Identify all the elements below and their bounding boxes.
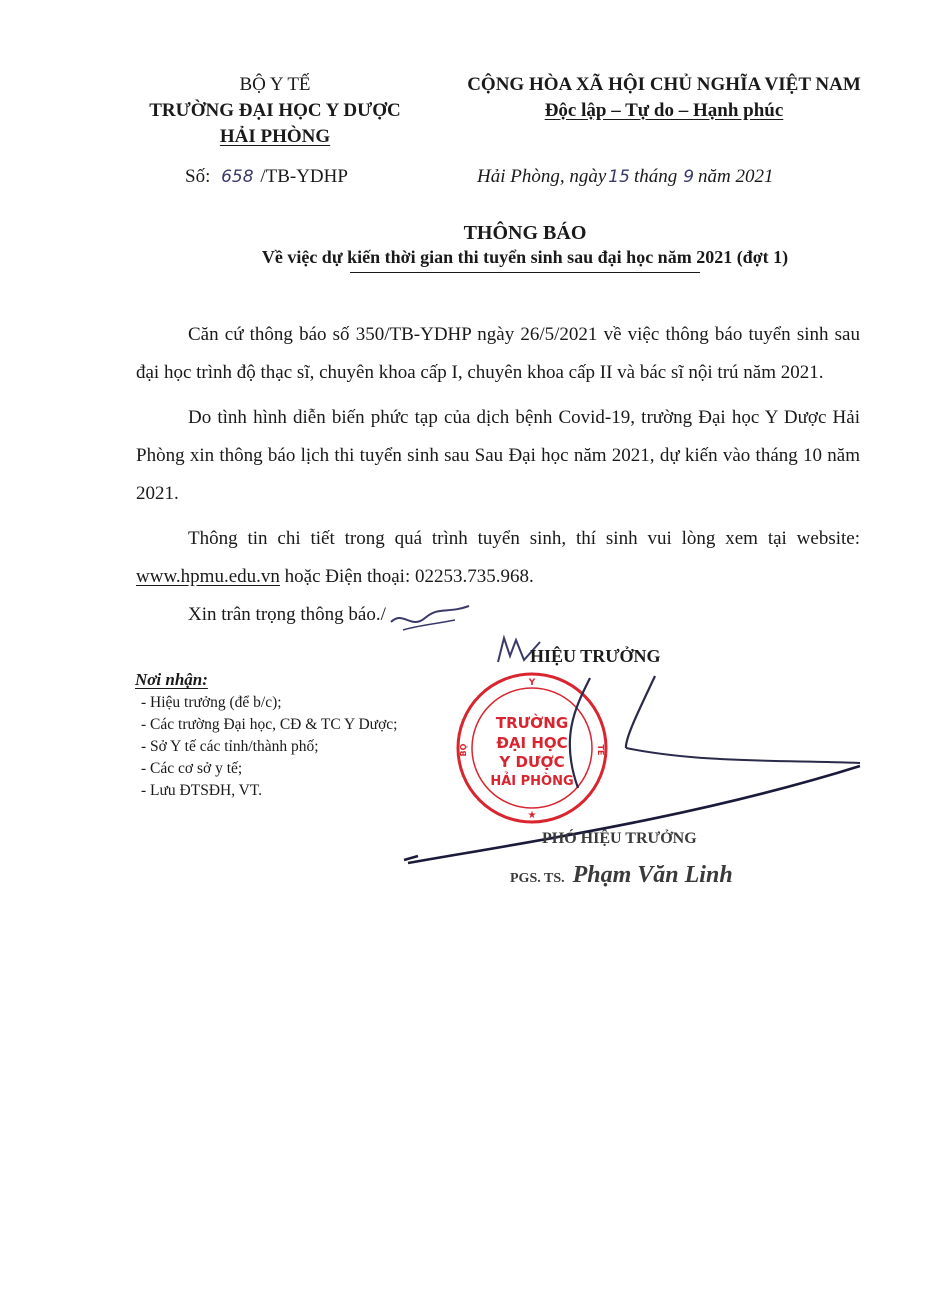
date-day: 15	[608, 167, 630, 187]
issuer-block	[110, 72, 440, 150]
motto-wrap	[440, 98, 888, 124]
school-name-line2-wrap	[110, 124, 440, 150]
signer-title-prefix: PGS. TS.	[510, 871, 565, 886]
contact-text: Thông tin chi tiết trong quá trình tuyển sinh, thí sinh vui lòng xem tại website:	[188, 528, 860, 549]
body-text	[136, 316, 860, 634]
seal-line-4: HẢI PHÒNG	[490, 774, 574, 789]
recipient-item: - Sở Y tế các tỉnh/thành phố;	[141, 738, 319, 755]
document-number	[185, 166, 348, 188]
school-name: TRƯỜNG ĐẠI HỌC Y DƯỢC	[149, 100, 401, 121]
signer-name-block	[510, 862, 733, 889]
deputy-role: PHÓ HIỆU TRƯỞNG	[542, 830, 697, 847]
national-heading	[440, 72, 888, 124]
recipient-item: - Hiệu trưởng (để b/c);	[141, 694, 282, 711]
issue-date	[477, 166, 774, 188]
closing-line: Xin trân trọng thông báo./	[188, 604, 386, 625]
seal-ring-left: BỘ	[459, 743, 468, 757]
seal-ring-right: TẾ	[596, 744, 605, 756]
ministry-name: BỘ Y TẾ	[239, 74, 311, 95]
recipients-heading: Nơi nhận:	[135, 670, 208, 689]
recipient-item: - Các trường Đại học, CĐ & TC Y Dược;	[141, 716, 398, 733]
seal-ring-top: Y	[528, 678, 536, 688]
recipient-item: - Lưu ĐTSĐH, VT.	[141, 782, 263, 799]
number-suffix: /TB-YDHP	[260, 166, 348, 187]
paragraph-schedule: Do tình hình diễn biến phức tạp của dịch bệnh Covid-19, trường Đại học Y Dược Hải Phòng xin thông báo lịch thi tuyển sinh sau Sau Đại học năm 2021, dự kiến vào tháng 10 năm 2021.	[136, 407, 860, 504]
phone-text: hoặc Điện thoại: 02253.735.968.	[284, 566, 534, 587]
document-subject: Về việc dự kiến thời gian thi tuyển sinh sau đại học năm 2021 (đợt 1)	[261, 247, 789, 267]
date-month-label: tháng	[633, 166, 678, 187]
date-month: 9	[683, 167, 695, 187]
number-prefix: Số:	[185, 166, 211, 187]
signer-name: Phạm Văn Linh	[572, 862, 733, 888]
seal-line-1: TRƯỜNG	[495, 714, 569, 732]
initial-mark-icon	[385, 600, 475, 640]
seal-line-3: Y DƯỢC	[499, 753, 565, 771]
signer-role: HIỆU TRƯỞNG	[530, 646, 661, 666]
nation-name: CỘNG HÒA XÃ HỘI CHỦ NGHĨA VIỆT NAM	[467, 74, 861, 95]
number-handwritten: 658	[221, 167, 254, 187]
paragraph-contact	[136, 520, 860, 596]
date-year-label: năm 2021	[698, 166, 774, 187]
recipient-item: - Các cơ sở y tế;	[141, 760, 243, 777]
date-prefix: Hải Phòng, ngày	[477, 166, 607, 187]
motto: Độc lập – Tự do – Hạnh phúc	[544, 100, 784, 121]
seal-line-2: ĐẠI HỌC	[496, 734, 568, 752]
seal-star-icon: ★	[527, 810, 537, 821]
subject-underline	[350, 272, 700, 273]
website-link[interactable]: www.hpmu.edu.vn	[136, 566, 280, 587]
school-name-line2: HẢI PHÒNG	[219, 126, 331, 147]
paragraph-basis: Căn cứ thông báo số 350/TB-YDHP ngày 26/5/2021 về việc thông báo tuyển sinh sau đại học trình độ thạc sĩ, chuyên khoa cấp I, chuyên khoa cấp II và bác sĩ nội trú năm 2021.	[136, 324, 860, 383]
document-title: THÔNG BÁO	[463, 222, 587, 244]
